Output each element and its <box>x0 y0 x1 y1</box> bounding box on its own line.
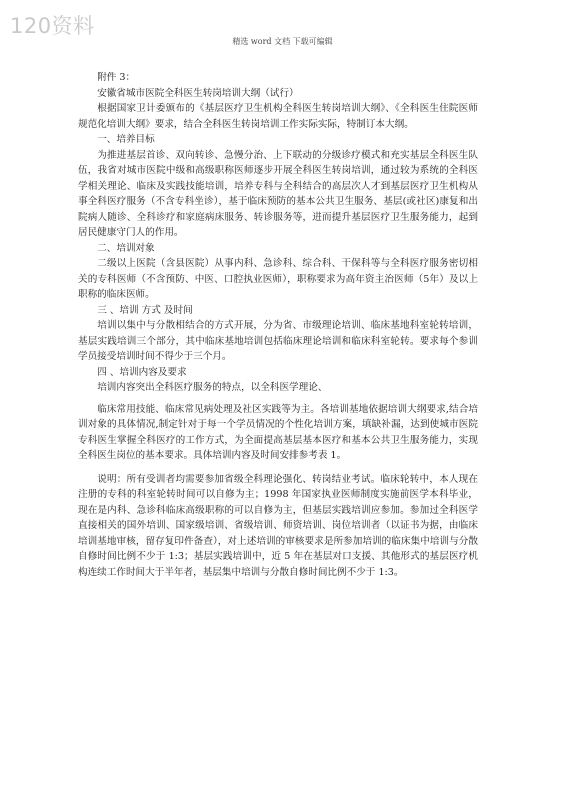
attachment-label: 附件 3： <box>97 72 136 83</box>
section-heading-1: 一、培养目标 <box>97 134 155 145</box>
section-4-paragraph-2: 临床常用技能、临床常见病处理及社区实践等为主。各培训基地依据培训大纲要求,结合培训对象的具体情况,制定针对于每一个学员情况的个性化培训方案，填缺补漏，达到使城市医院专科医生掌握全科医疗的工作方式，为全面提高基层基本医疗和基本公共卫生服务能力，实现全科医生岗位的基本要求。具体培训内容及时间安排参考表 1。 <box>78 403 478 461</box>
section-2-paragraph: 二级以上医院（含县医院）从事内科、急诊科、综合科、干保科等与全科医疗服务密切相关的专科医师（不含预防、中医、口腔执业医师），职称要求为高年资主治医师（5年）及以上职称的临床医师。 <box>78 258 478 300</box>
section-heading-4: 四 、培训内容及要求 <box>97 366 187 378</box>
document-title: 安徽省城市医院全科医生转岗培训大纲（试行） <box>97 87 299 99</box>
document-body <box>78 70 478 580</box>
page-header: 精选 word 文档 下载可编辑 <box>232 37 333 46</box>
intro-paragraph: 根据国家卫计委颁布的《基层医疗卫生机构全科医生转岗培训大纲》、《全科医生住院医师规范化培训大纲》要求，结合全科医生转岗培训工作实际实际，特制订本大纲。 <box>78 103 478 130</box>
section-1-paragraph: 为推进基层首诊、双向转诊、急慢分治、上下联动的分级诊疗模式和充实基层全科医生队伍，我省对城市医院中级和高级职称医师逐步开展全科医生转岗培训，通过较为系统的全科医学相关理论、临床及实践技能培训，培养专科与全科结合的高层次人才到基层医疗卫生机构从事全科医疗服务（不含专科坐诊），基于临床预防的基本公共卫生服务、基层(或社区)康复和出院病人随诊、全科诊疗和家庭病床服务、转诊服务等，进而提升基层医疗卫生服务能力，起到居民健康守门人的作用。 <box>78 149 478 238</box>
section-heading-2: 二、培训对象 <box>97 242 155 254</box>
section-4-note: 说明：所有受训者均需要参加省级全科理论强化、转岗结业考试。临床轮转中，本人现在注册的专科的科室轮转时间可以自修为主；1998 年国家执业医师制度实施前医学本科毕业，现在是内科、急诊科临床高级职称的可以自修为主，但基层实践培训应参加。参加过全科医学直接相关的国外培训、国家级培训、省级培训、师资培训、岗位培训者（以证书为据，由临床培训基地审核，留存复印件备查），对上述培训的审核要求是所参加培训的临床集中培训与分散自修时间比例不少于 1:3；基层实践培训中，近 5 年在基层对口支援、其他形式的基层医疗机构连续工作时间大于半年者，基层集中培训与分散自修时间比例不少于 1:3。 <box>78 473 478 578</box>
section-3-paragraph: 培训以集中与分散相结合的方式开展，分为省、市级理论培训、临床基地科室轮转培训，基层实践培训三个部分，其中临床基地培训包括临床理论培训和临床科室轮转。要求每个参训学员接受培训时间不得少于三个月。 <box>78 320 478 362</box>
section-heading-3: 三 、培训 方式 及时间 <box>97 304 193 316</box>
section-4-paragraph-1: 培训内容突出全科医疗服务的特点，以全科医学理论、 <box>97 382 328 393</box>
watermark-logo: 120资料 <box>10 14 95 38</box>
